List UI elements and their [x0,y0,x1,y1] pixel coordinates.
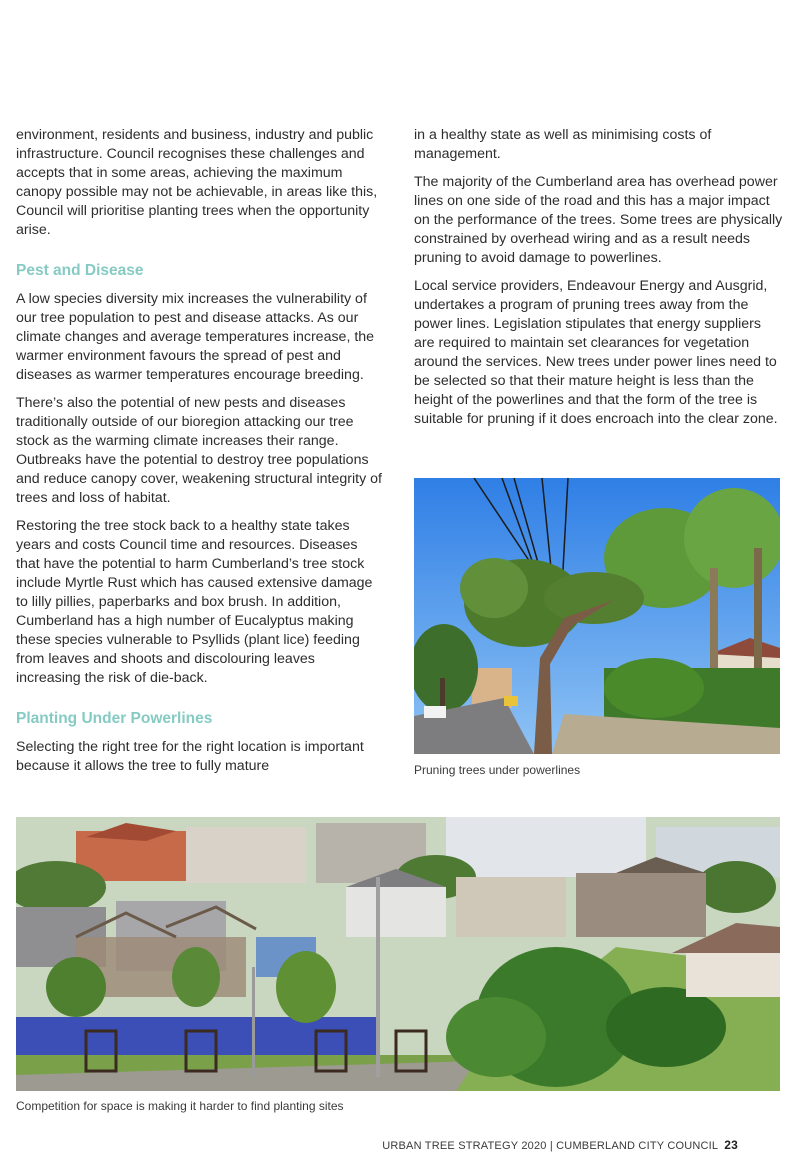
housing-photo [16,817,780,1091]
right-column [414,126,784,438]
footer-text: URBAN TREE STRATEGY 2020 | CUMBERLAND CITY COUNCIL [382,1140,719,1152]
housing-caption: Competition for space is making it harder to find planting sites [16,1099,344,1113]
pest-paragraph-1: A low species diversity mix increases the vulnerability of our tree population to pest and disease attacks. As our climate changes and average temperatures increase, the warmer environment favours the spread of pest and diseases as warmer temperatures encourage breeding. [16,291,375,383]
pest-disease-heading: Pest and Disease [16,262,144,279]
page-number: 23 [724,1138,738,1152]
housing-photo-illustration [16,817,780,1091]
powerlines-photo-illustration [414,478,780,754]
page-footer [382,1138,738,1152]
pest-paragraph-2: There’s also the potential of new pests and diseases traditionally outside of our bioregion attacking our tree stock as the warming climate increases their range. Outbreaks have the potential to destroy tree populations and reduce canopy cover, weakening structural integrity of trees and loss of habitat. [16,395,382,506]
right-paragraph-2: The majority of the Cumberland area has overhead power lines on one side of the road and this has a major impact on the performance of the trees. Some trees are physically constrained by overhead wiring and as a result needs pruning to avoid damage to powerlines. [414,174,783,266]
right-paragraph-3: Local service providers, Endeavour Energy and Ausgrid, undertakes a program of pruning trees away from the power lines. Legislation stipulates that energy suppliers are required to maintain set clearances for vegetation around the services. New trees under power lines need to be selected so that their mature height is less than the height of the powerlines and that the form of the tree is suitable for pruning if it does encroach into the clear zone. [414,278,778,427]
right-paragraph-1: in a healthy state as well as minimising costs of management. [414,127,712,162]
powerlines-paragraph-1: Selecting the right tree for the right location is important because it allows the tree to fully mature [16,739,364,774]
left-column [16,126,383,785]
powerlines-photo [414,478,780,754]
powerlines-heading: Planting Under Powerlines [16,710,213,727]
pest-paragraph-3: Restoring the tree stock back to a healthy state takes years and costs Council time and resources. Diseases that have the potential to harm Cumberland’s tree stock include Myrtle Rust which has caused extensive damage to lilly pillies, paperbarks and box brush. In addition, Cumberland has a high number of Eucalyptus making these species vulnerable to Psyllids (plant lice) feeding from leaves and shoots and discolouring leaves increasing the risk of die-back. [16,518,373,686]
intro-paragraph: environment, residents and business, industry and public infrastructure. Council recognises these challenges and accepts that in some areas, achieving the maximum canopy possible may not be achievable, in areas like this, Council will prioritise planting trees when the opportunity arise. [16,127,378,238]
powerlines-caption: Pruning trees under powerlines [414,763,581,777]
